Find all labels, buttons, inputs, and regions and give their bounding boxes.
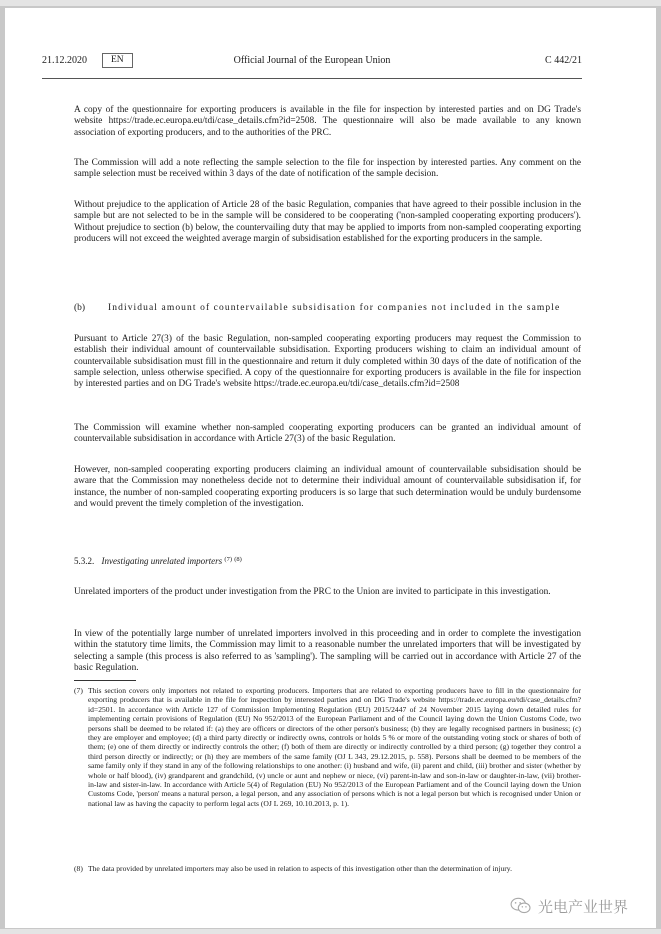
footnote-text: This section covers only importers not related to exporting producers. Importers that are related to exporting producers have to fill in the questionnaire for exporting producers that is available in the file for inspection by interested parties and on DG Trade's website https://trade.ec.europa.eu/tdi/case_details.cfm?id=2501. In accordance with Article 127 of Commission Implementing Regulation (EU) 2015/2447 of 24 November 2015 laying down detailed rules for implementing certain provisions of Regulation (EU) No 952/2013 of the European Parliament and of the Council laying down the Union Customs Code, two persons shall be deemed to be related if: (a) they are officers or directors of the other person's business; (b) they are legally recognised partners in business; (c) they are employer and employee; (d) a third party directly or indirectly owns, controls or holds 5 % or more of the outstanding voting stock or shares of both of them; (e) one of them directly or indirectly controls the other; (f) both of them are directly or indirectly controlled by a third person; (g) together they control a third person directly or indirectly; or (h) they are members of the same family (OJ L 343, 29.12.2015, p. 558). Persons shall be deemed to be members of the same family only if they stand in any of the following relationships to one another: (i) husband and wife, (ii) parent and child, (iii) brother and sister (whether by whole or half blood), (iv) grandparent and grandchild, (v) uncle or aunt and nephew or niece, (vi) parent-in-law and son-in-law or daughter-in-law, (vii) brother-in-law and sister-in-law. In accordance with Article 5(4) of Regulation (EU) No 952/2013 of the European Parliament and of the Council laying down the Union Customs Code, 'person' means a natural person, a legal person, and any association of persons which is not a legal person but which is recognised under Union or national law as having the capacity to perform legal acts (OJ L 269, 10.10.2013, p. 1). [88, 686, 581, 808]
paragraph-unrelated-importers: Unrelated importers of the product under investigation from the PRC to the Union are invited to participate in this investigation. [74, 587, 551, 597]
language-badge: EN [102, 53, 133, 68]
section-title: Investigating unrelated importers [101, 556, 223, 566]
footnote-mark: (7) [74, 686, 83, 695]
paragraph-questionnaire-copy: A copy of the questionnaire for exporting producers is available in the file for inspection by interested parties and on DG Trade's website https://trade.ec.europa.eu/tdi/case_details.cfm?id=2508. The questionnaire will also be made available to any known association of exporting producers, and to the authorities of the PRC. [74, 105, 581, 138]
paragraph-sampling: In view of the potentially large number of unrelated importers involved in this proceeding and in order to complete the investigation within the statutory time limits, the Commission may limit to a reasonable number the unrelated importers that will be investigated by selecting a sample (this process is also referred to as 'sampling'). The sampling will be carried out in accordance with Article 27 of the basic Regulation. [74, 629, 581, 673]
footnote-text: The data provided by unrelated importers may also be used in relation to aspects of this investigation other than the determination of injury. [88, 864, 513, 873]
section-5-3-2-heading [74, 556, 242, 566]
footnote-mark: (8) [74, 864, 83, 873]
footnote-ref-8[interactable]: (8) [234, 556, 242, 563]
paragraph-sample-note: The Commission will add a note reflecting the sample selection to the file for inspection by interested parties. Any comment on the sample selection must be received within 3 days of the date of notification of the sample decision. [74, 158, 581, 180]
publication-date: 21.12.2020 [42, 55, 87, 66]
paragraph-individual-request: Pursuant to Article 27(3) of the basic Regulation, non-sampled cooperating exporting producers may request the Commission to establish their individual amount of countervailable subsidisation. Exporting producers wishing to claim an individual amount of countervailable subsidisation must fill in the questionnaire and return it duly completed within 30 days of the date of notification of the sample selection, unless otherwise specified. A copy of the questionnaire for exporting producers is available in the file for inspection by interested parties and on DG Trade's website https://trade.ec.europa.eu/tdi/case_details.cfm?id=2508 [74, 334, 581, 390]
footnote-ref-7[interactable]: (7) [224, 556, 232, 563]
footnote-divider [74, 680, 136, 681]
journal-title: Official Journal of the European Union [233, 55, 391, 66]
footnote-8 [74, 864, 581, 873]
subsection-title: Individual amount of countervailable subsidisation for companies not included in the sample [108, 303, 561, 313]
watermark-text: 光电产业世界 [538, 897, 629, 916]
wechat-icon [510, 897, 532, 915]
subsection-label: (b) [74, 303, 86, 313]
page-header [42, 52, 582, 79]
section-number: 5.3.2. [74, 556, 95, 566]
page-reference: C 442/21 [545, 55, 582, 66]
paragraph-however: However, non-sampled cooperating exporting producers claiming an individual amount of countervailable subsidisation should be aware that the Commission may nonetheless decide not to determine their individual amount of countervailable subsidisation if, for instance, the number of non-sampled cooperating exporting producers is so large that such determination would be unduly burdensome and would prevent the timely completion of the investigation. [74, 465, 581, 509]
paragraph-non-sampled: Without prejudice to the application of Article 28 of the basic Regulation, companies that have agreed to their possible inclusion in the sample but are not selected to be in the sample will be considered to be cooperating ('non-sampled cooperating exporting producers'). Without prejudice to section (b) below, the countervailing duty that may be applied to imports from non-sampled cooperating exporting producers will not exceed the weighted average margin of subsidisation established for the exporting producers in the sample. [74, 200, 581, 244]
footnote-7 [74, 686, 581, 808]
paragraph-commission-examine: The Commission will examine whether non-sampled cooperating exporting producers can be granted an individual amount of countervailable subsidisation in accordance with Article 27(3) of the basic Regulation. [74, 423, 581, 445]
watermark [510, 893, 650, 919]
